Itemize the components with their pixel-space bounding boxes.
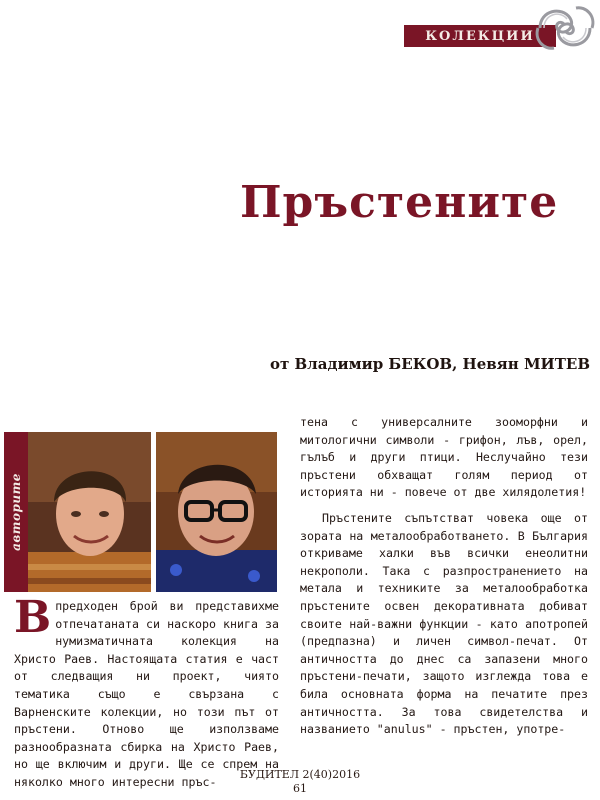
authors-side-label: авторите [4, 432, 28, 592]
author-photo-1 [28, 432, 151, 592]
page-number: 61 [293, 782, 307, 795]
paragraph-history: Пръстените съпътстват човека още от зората на металообработването. В България откриваме халки във всички енеолитни некрополи. Така с разпространението на метала и техниките за металообработка пръстените освен декоративната добиват своите най-важни функции - като апотропей (предпазна) и личен символ-печат. От античността до днес са запазени много пръстени-печати, защото изглежда това е била основната форма на печатите през античността. За това свидетелства и названието "anulus" - пръстен, употре- [300, 510, 588, 737]
article-title: Пръстените [240, 177, 559, 229]
page-footer [0, 768, 600, 796]
issue-label: БУДИТЕЛ 2(40)2016 [239, 768, 361, 781]
paragraph-continuation: тена с универсалните зооморфни и митологични символи - грифон, лъв, орел, гълъб и други птици. Неслучайно тези пръстени обхващат голям период от историята ни - повече от две хилядолетия! [300, 415, 588, 500]
body-column-right [300, 414, 588, 739]
author-photo-2 [156, 432, 277, 592]
paragraph-intro: Впредходен брой ви представихме отпечатаната си наскоро книга за нумизматичната колекция на Христо Раев. Настоящата статия е част от следващия ни проект, чиято тематика също е свързана с Варненските колекции, но този път от пръстени. Отново ще използваме разнообразната сбирка на Христо Раев, но ще включим и други. Ще се спрем на няколко много интересни пръс- [14, 592, 279, 789]
body-column-left [14, 592, 279, 792]
ornament-icon [530, 2, 600, 54]
drop-cap: В [14, 592, 52, 643]
article-byline: от Владимир БЕКОВ, Невян МИТЕВ [269, 355, 590, 373]
section-label: КОЛЕКЦИИ [404, 25, 556, 47]
